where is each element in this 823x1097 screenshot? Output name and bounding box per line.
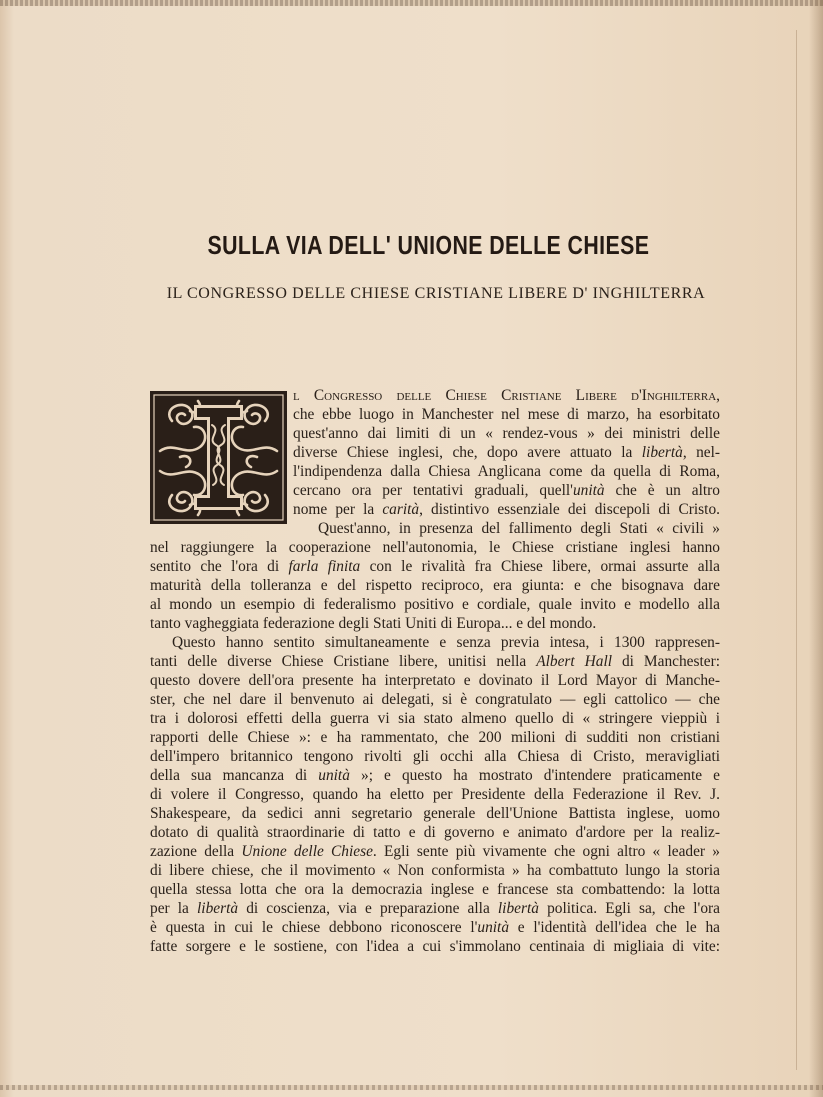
bottom-page-edge [0,1085,823,1090]
article-title: SULLA VIA DELL' UNIONE DELLE CHIESE [207,230,650,260]
right-margin-rule [796,30,797,1070]
body-line-21: della sua mancanza di unità »; e questo ha mostrato d'intendere praticamente e [150,767,720,784]
body-line-9: nel raggiungere la cooperazione nell'autonomia, le Chiese cristiane inglesi hanno [150,539,720,556]
body-line-26: di libere chiese, che il movimento « Non conformista » ha combattuto lungo la storia [150,862,720,879]
body-line-25: zazione della Unione delle Chiese. Egli sente più vivamente che ogni altro « leader » [150,843,720,860]
body-line-27: quella stessa lotta che ora la democrazia inglese e francese sta combattendo: la lotta [150,881,720,898]
body-line-3: quest'anno dai limiti di un « rendez-vous » dei ministri delle [293,425,720,442]
body-line-24: dotato di qualità straordinarie di tatto e di governo e animato d'ardore per la realiz- [150,824,720,841]
body-line-6: cercano ora per tentativi graduali, quell'unità che è un altro [293,482,720,499]
body-line-22: di volere il Congresso, quando ha eletto per Presidente della Federazione il Rev. J. [150,786,720,803]
body-line-28: per la libertà di coscienza, via e preparazione alla libertà politica. Egli sa, che l'ora [150,900,720,917]
body-line-16: questo dovere dell'ora presente ha interpretato e dovinato il Lord Mayor di Manche- [150,672,720,689]
body-line-20: dell'impero britannico tengono rivolti gli occhi alla Chiesa di Cristo, meravigliati [150,748,720,765]
body-line-4: diverse Chiese inglesi, che, dopo avere attuato la libertà, nel- [293,444,720,461]
right-page-shadow [809,0,823,1097]
body-line-7: nome per la carità, distintivo essenziale dei discepoli di Cristo. [293,501,720,518]
body-line-19: rapporti delle Chiese »: e ha rammentato, che 200 milioni di sudditi non cristiani [150,729,720,746]
article-subtitle: IL CONGRESSO DELLE CHIESE CRISTIANE LIBERE D' INGHILTERRA [166,285,706,302]
body-line-10: sentito che l'ora di farla finita con le rivalità fra Chiese libere, ormai assurte alla [150,558,720,575]
body-line-30: fatte sorgere e le sostiene, con l'idea a cui s'immolano centinaia di migliaia di vite: [150,938,720,955]
body-line-2: che ebbe luogo in Manchester nel mese di marzo, ha esorbitato [293,406,720,423]
body-line-23: Shakespeare, da sedici anni segretario generale dell'Unione Battista inglese, uomo [150,805,720,822]
body-line-12: al mondo un esempio di federalismo positivo e cordiale, quale invito e modello alla [150,596,720,613]
body-line-1: l Congresso delle Chiese Cristiane Libere d'Inghilterra, [293,387,720,404]
body-line-8: Quest'anno, in presenza del fallimento degli Stati « civili » [318,520,720,537]
body-line-29: è questa in cui le chiese debbono riconoscere l'unità e l'identità dell'idea che le ha [150,919,720,936]
body-line-15: tanti delle diverse Chiese Cristiane libere, unitisi nella Albert Hall di Manchester: [150,653,720,670]
body-line-11: maturità della tolleranza e del rispetto reciproco, era giunta: e che bisognava dare [150,577,720,594]
decorated-initial-i-icon [150,391,287,524]
top-page-edge [0,0,823,6]
body-line-18: tra i dolorosi effetti della guerra vi sia stato almeno quello di « stringere vieppiù i [150,710,720,727]
body-line-14: Questo hanno sentito simultaneamente e senza previa intesa, i 1300 rappresen- [172,634,720,651]
body-line-5: l'indipendenza dalla Chiesa Anglicana come da quella di Roma, [293,463,720,480]
body-line-17: ster, che nel dare il benvenuto ai delegati, si è congratulato — egli cattolico — che [150,691,720,708]
body-line-13: tanto vagheggiata federazione degli Stati Uniti di Europa... e del mondo. [150,615,597,632]
